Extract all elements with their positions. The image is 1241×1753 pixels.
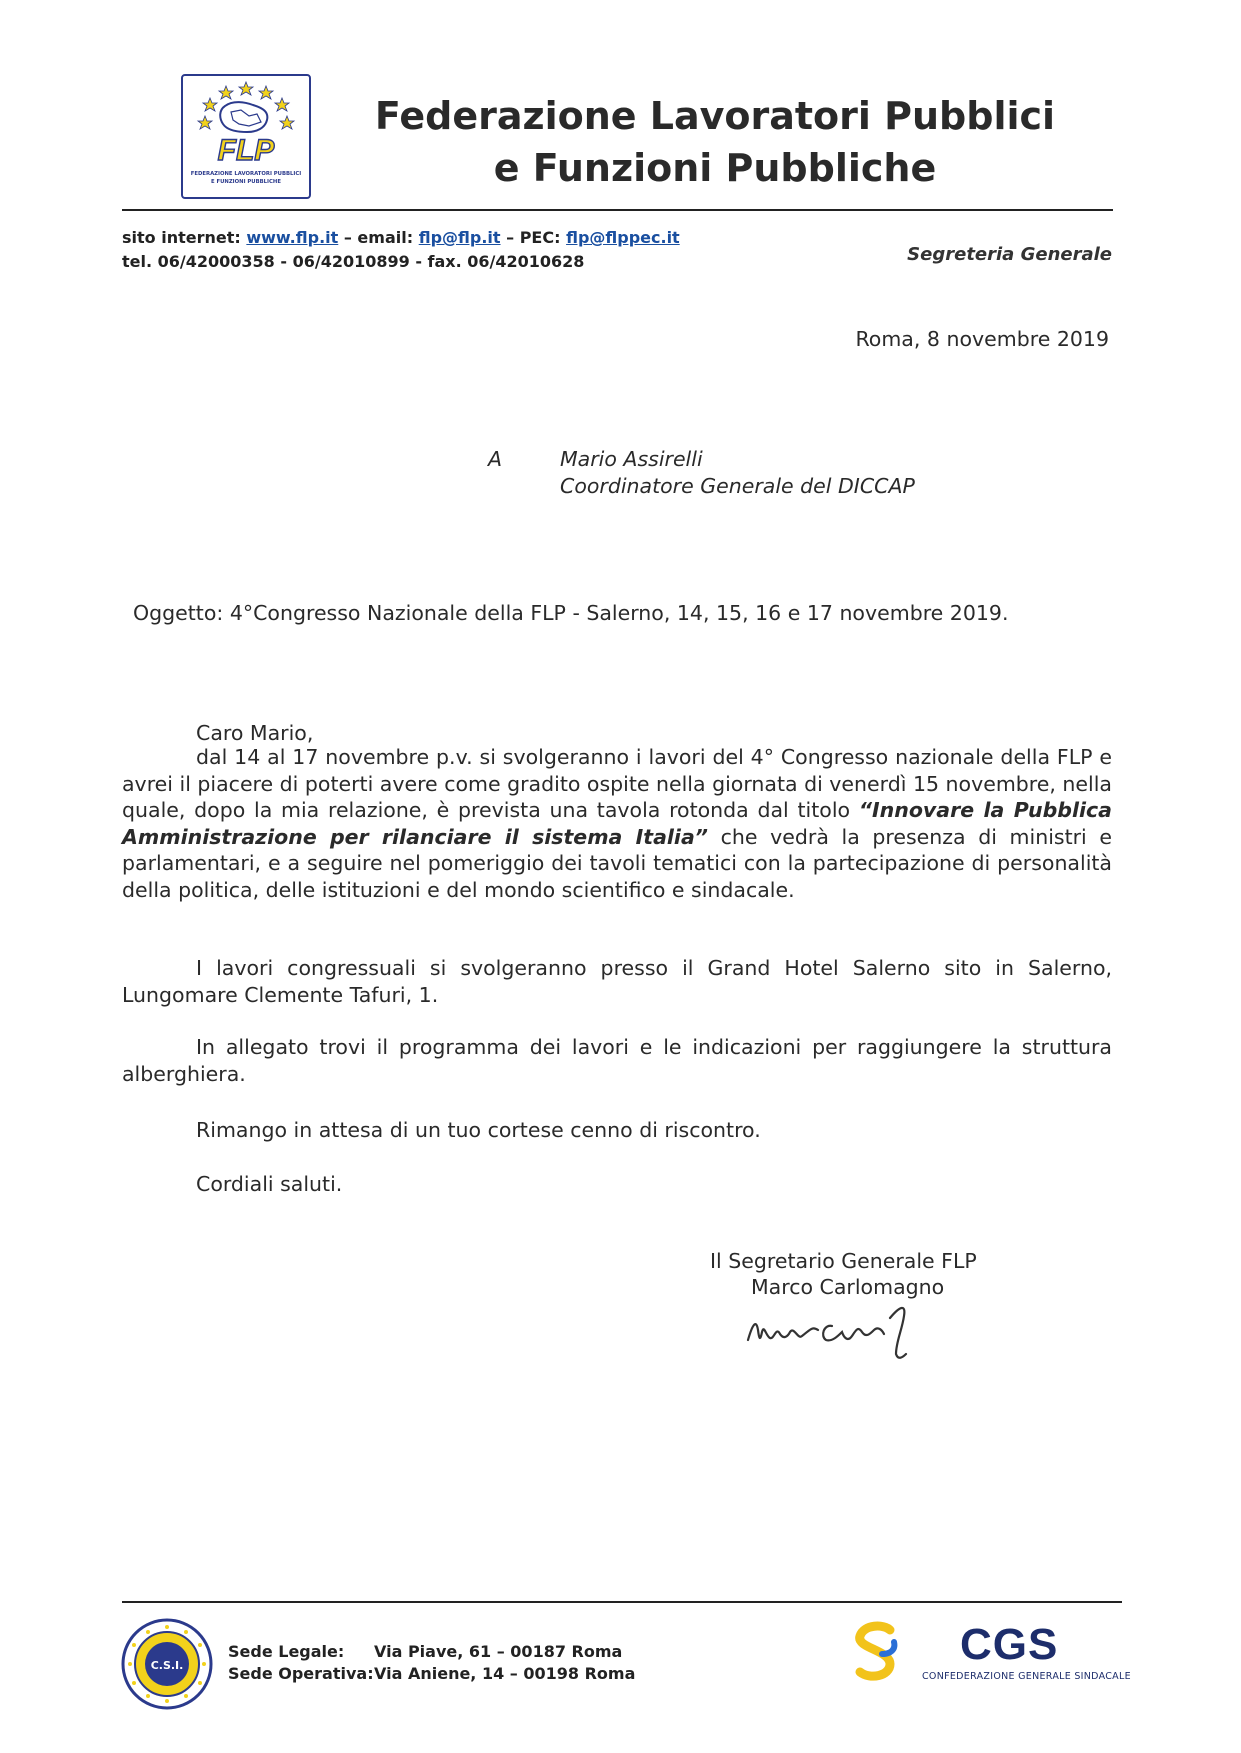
salutation: Caro Mario,: [196, 721, 314, 745]
flp-logo: [181, 74, 311, 199]
svg-text:E FUNZIONI PUBBLICHE: E FUNZIONI PUBBLICHE: [211, 179, 281, 185]
footer-address-labels: [228, 1641, 374, 1685]
flp-logo-graphic: [183, 76, 309, 197]
paragraph-invitation-text: dal 14 al 17 novembre p.v. si svolgeranno i lavori del 4° Congresso nazionale della FLP e avrei il piacere di poterti avere come gradito ospite nella giornata di venerdì 15 novembre, nella quale, dopo la mia relazione, è prevista una tavola rotonda dal titolo: [122, 745, 1112, 822]
site-link[interactable]: www.flp.it: [246, 228, 339, 247]
email-link[interactable]: flp@flp.it: [418, 228, 501, 247]
pec-link[interactable]: flp@flppec.it: [566, 228, 680, 247]
paragraph-attachment: In allegato trovi il programma dei lavori e le indicazioni per raggiungere la struttura alberghiera.: [122, 1035, 1112, 1086]
recipient-role: Coordinatore Generale del DICCAP: [560, 474, 915, 498]
contact-block: [122, 226, 680, 274]
signatory-role: Il Segretario Generale FLP: [710, 1249, 977, 1273]
footer-address-values: [374, 1641, 635, 1685]
paragraph-invitation-text-end: che vedrà la presenza di ministri e parlamentari, e a seguire nel pomeriggio dei tavoli tematici con la partecipazione di personalità della politica, delle istituzioni e del mondo scientifico e sindacale.: [122, 824, 1112, 902]
recipient-name: Mario Assirelli: [560, 447, 703, 471]
organization-title-line1: Federazione Lavoratori Pubblici: [374, 94, 1056, 138]
operative-office-label: Sede Operativa:: [228, 1664, 374, 1683]
legal-office-address: Via Piave, 61 – 00187 Roma: [374, 1642, 623, 1661]
place-date: Roma, 8 novembre 2019: [855, 327, 1109, 351]
paragraph-invitation: [122, 744, 1112, 903]
roundtable-title: “Innovare la Pubblica Amministrazione per rilanciare il sistema Italia”: [122, 798, 1112, 849]
footer-divider: [122, 1601, 1122, 1603]
site-label: sito internet:: [122, 228, 241, 247]
subject-line: Oggetto: 4°Congresso Nazionale della FLP - Salerno, 14, 15, 16 e 17 novembre 2019.: [133, 601, 1009, 625]
organization-title: [330, 90, 1100, 194]
email-label: – email:: [343, 228, 414, 247]
cgs-s-logo: [850, 1620, 902, 1684]
recipient-block: [560, 446, 915, 500]
handwritten-signature: [740, 1296, 940, 1366]
operative-office-address: Via Aniene, 14 – 00198 Roma: [374, 1664, 636, 1683]
recipient-prefix: A: [488, 447, 503, 471]
signatory-name: Marco Carlomagno: [751, 1275, 945, 1299]
paragraph-request: Rimango in attesa di un tuo cortese cenno di riscontro.: [196, 1118, 761, 1142]
legal-office-label: Sede Legale:: [228, 1642, 345, 1661]
paragraph-venue: I lavori congressuali si svolgeranno presso il Grand Hotel Salerno sito in Salerno, Lungomare Clemente Tafuri, 1.: [122, 956, 1112, 1007]
secretariat-label: Segreteria Generale: [907, 244, 1112, 265]
contact-phones: tel. 06/42000358 - 06/42010899 - fax. 06/42010628: [122, 252, 585, 271]
organization-title-line2: e Funzioni Pubbliche: [493, 146, 937, 190]
svg-text:FLP: FLP: [217, 134, 275, 167]
csi-seal-logo: [120, 1617, 214, 1711]
closing: Cordiali saluti.: [196, 1172, 343, 1196]
pec-label: – PEC:: [506, 228, 561, 247]
header-divider: [122, 209, 1113, 211]
contact-line-web: [122, 226, 680, 250]
cgs-full-name: CONFEDERAZIONE GENERALE SINDACALE: [922, 1671, 1131, 1682]
cgs-wordmark: CGS: [960, 1620, 1059, 1669]
svg-text:C.S.I.: C.S.I.: [150, 1659, 184, 1672]
svg-text:FEDERAZIONE LAVORATORI PUBBLIC: FEDERAZIONE LAVORATORI PUBBLICI: [190, 171, 302, 177]
